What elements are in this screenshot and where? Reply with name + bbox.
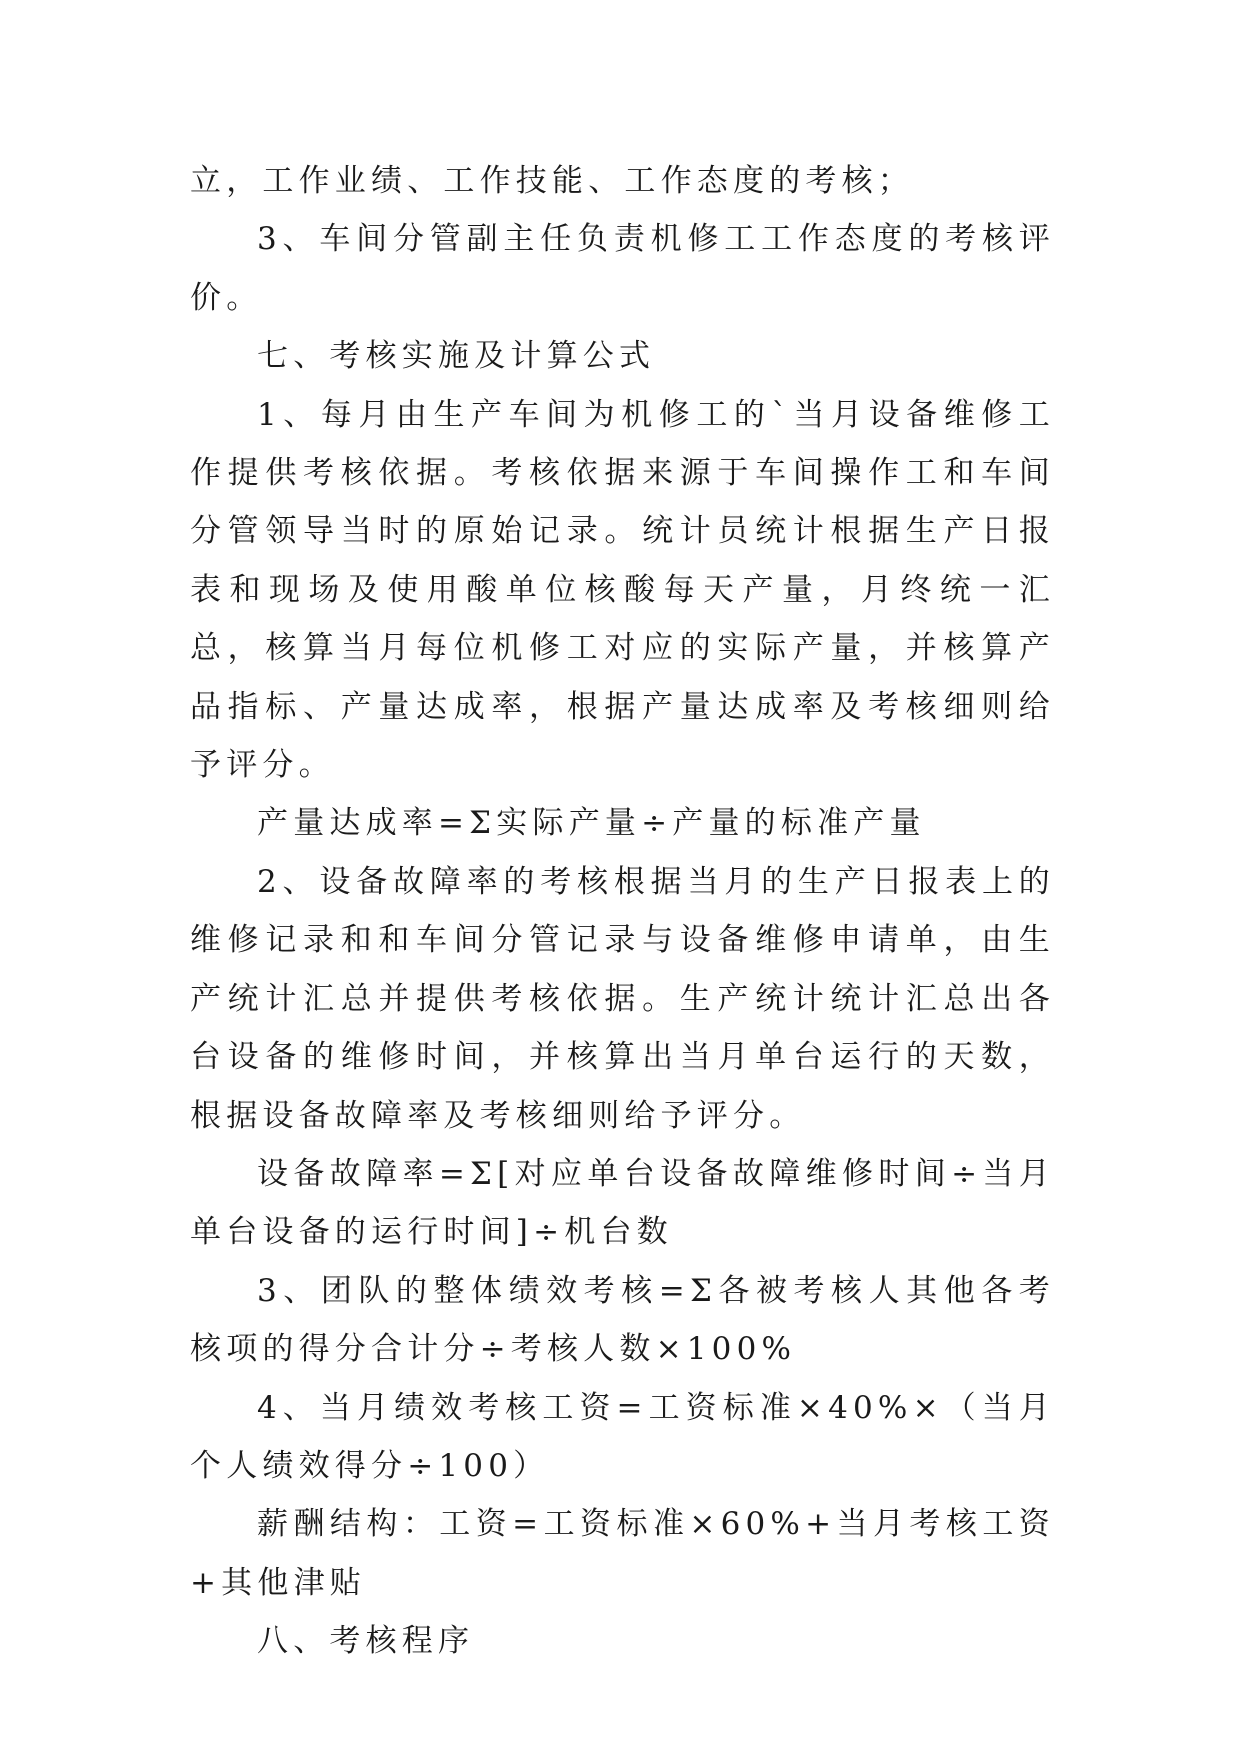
paragraph-failure-rate-assessment: 2、设备故障率的考核根据当月的生产日报表上的维修记录和和车间分管记录与设备维修申请单，由生产统计汇总并提供考核依据。生产统计统计汇总出各台设备的维修时间，并核算出当月单台运行的天数，根据设备故障率及考核细则给予评分。 [190,863,1055,1134]
paragraph-assessment-content-end: 立，工作业绩、工作技能、工作态度的考核； [190,163,914,199]
paragraph-output-assessment: 1、每月由生产车间为机修工的`当月设备维修工作提供考核依据。考核依据来源于车间操作工和车间分管领导当时的原始记录。统计员统计根据生产日报表和现场及使用酸单位核酸每天产量，月终统一汇总，核算当月每位机修工对应的实际产量，并核算产品指标、产量达成率，根据产量达成率及考核细则给予评分。 [190,396,1055,784]
section-heading-procedure: 八、考核程序 [257,1623,475,1660]
formula-team-performance: 3、团队的整体绩效考核=Σ各被考核人其他各考核项的得分合计分÷考核人数×100% [190,1272,1055,1368]
formula-equipment-failure-rate: 设备故障率=Σ[对应单台设备故障维修时间÷当月单台设备的运行时间]÷机台数 [190,1155,1055,1251]
section-heading-implementation: 七、考核实施及计算公式 [257,338,656,375]
paragraph-deputy-director-duty: 3、车间分管副主任负责机修工工作态度的考核评价。 [190,221,1055,316]
formula-salary-structure: 薪酬结构：工资=工资标准×60%+当月考核工资+其他津贴 [190,1506,1055,1601]
formula-output-achievement-rate: 产量达成率=Σ实际产量÷产量的标准产量 [257,805,926,842]
document-body [190,152,1055,1671]
formula-monthly-performance-wage: 4、当月绩效考核工资=工资标准×40%×（当月个人绩效得分÷100） [190,1389,1055,1484]
